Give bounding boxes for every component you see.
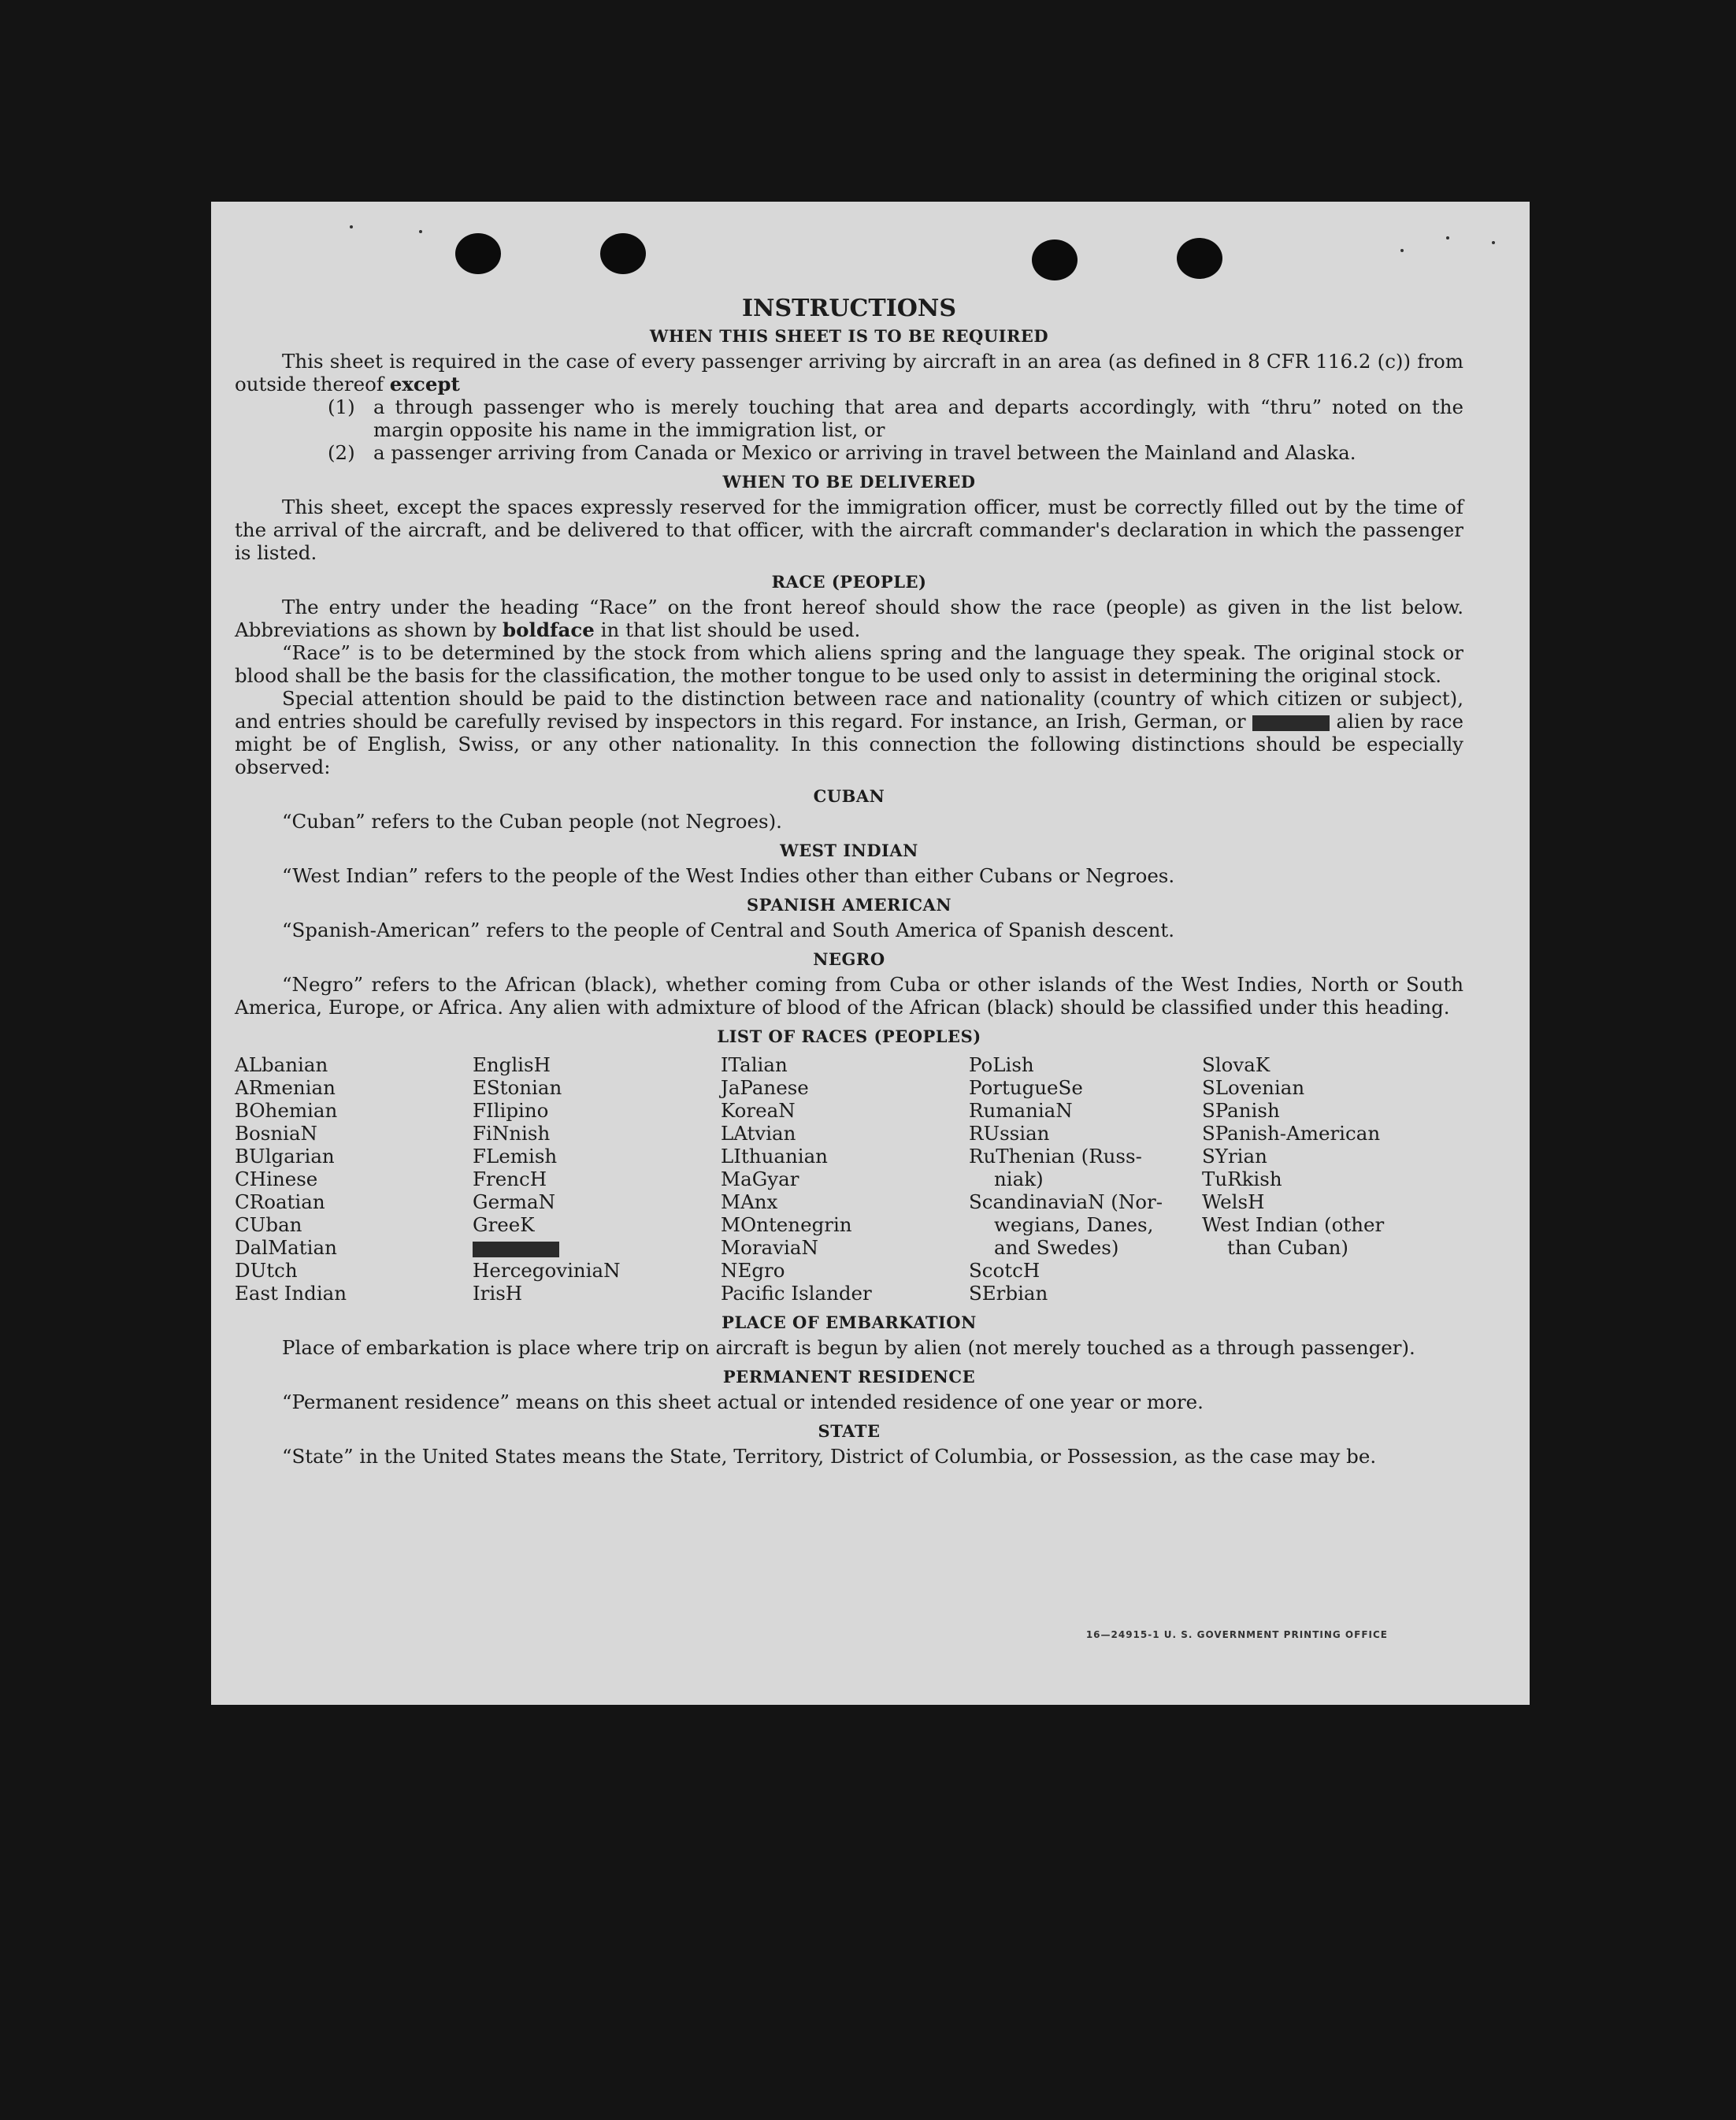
race-entry: JaPanese xyxy=(721,1076,809,1099)
heading-cuban: CUBAN xyxy=(813,786,885,806)
race-entry: SLovenian xyxy=(1202,1076,1305,1099)
race-entry: FrencH xyxy=(473,1168,547,1190)
redaction-mark xyxy=(1252,715,1330,731)
heading-delivered: WHEN TO BE DELIVERED xyxy=(722,472,976,492)
race-entry: FIlipino xyxy=(473,1099,549,1122)
punch-hole xyxy=(1177,238,1222,279)
race-entry: ITalian xyxy=(721,1053,788,1076)
race-entry: CHinese xyxy=(235,1168,318,1190)
races-list xyxy=(235,1053,1463,1305)
race-entry: SPanish xyxy=(1202,1099,1280,1122)
race-entry: niak) xyxy=(994,1168,1044,1190)
document-sheet xyxy=(211,202,1530,1705)
race-entry: WelsH xyxy=(1202,1190,1265,1213)
races-column xyxy=(473,1053,721,1305)
speck xyxy=(1446,236,1449,239)
page-title: INSTRUCTIONS xyxy=(742,295,956,322)
race-entry: IrisH xyxy=(473,1282,523,1305)
race-entry: RumaniaN xyxy=(969,1099,1073,1122)
race-paragraph-3: Special attention should be paid to the distinction between race and nationality (country of which citizen or subject), and entries should be carefully revised by inspectors in this regard. For instance, an Irish, German, or alien by race might be of English, Swiss, or any other nationality. In this connection the following distinctions should be especially observed: xyxy=(235,687,1463,778)
races-column xyxy=(1202,1053,1438,1305)
race-entry: TuRkish xyxy=(1202,1168,1282,1190)
punch-hole xyxy=(1032,239,1078,280)
speck xyxy=(350,225,353,228)
race-entry: KoreaN xyxy=(721,1099,796,1122)
residence-text: “Permanent residence” means on this sheet actual or intended residence of one year or more. xyxy=(282,1390,1204,1413)
race-entry: RuThenian (Russ- xyxy=(969,1145,1142,1168)
heading-race: RACE (PEOPLE) xyxy=(771,572,927,592)
heading-required: WHEN THIS SHEET IS TO BE REQUIRED xyxy=(649,326,1049,346)
printing-office-code: 16—24915-1 U. S. GOVERNMENT PRINTING OFFICE xyxy=(1085,1629,1388,1640)
required-intro: This sheet is required in the case of every passenger arriving by aircraft in an area (as defined in 8 CFR 116.2 (c)) from outside thereof except xyxy=(235,350,1463,395)
race-entry: EnglisH xyxy=(473,1053,551,1076)
race-entry: ARmenian xyxy=(235,1076,336,1099)
race-entry: Pacific Islander xyxy=(721,1282,872,1305)
heading-state: STATE xyxy=(818,1421,881,1441)
race-entry: CUban xyxy=(235,1213,302,1236)
race-entry-redacted xyxy=(473,1236,721,1259)
race-entry: SPanish-American xyxy=(1202,1122,1381,1145)
speck xyxy=(1492,241,1495,244)
race-entry: than Cuban) xyxy=(1227,1236,1348,1259)
race-paragraph-2: “Race” is to be determined by the stock from which aliens spring and the language they speak. The original stock or blood shall be the basis for the classification, the mother tongue to be used only to assist in determining the original stock. xyxy=(235,641,1463,687)
race-entry: West Indian (other xyxy=(1202,1213,1385,1236)
race-entry: FLemish xyxy=(473,1145,558,1168)
races-column xyxy=(969,1053,1202,1305)
punch-hole xyxy=(600,233,646,274)
race-entry: BOhemian xyxy=(235,1099,338,1122)
race-entry: SYrian xyxy=(1202,1145,1267,1168)
race-entry: PoLish xyxy=(969,1053,1034,1076)
race-entry: DalMatian xyxy=(235,1236,337,1259)
race-entry: CRoatian xyxy=(235,1190,325,1213)
race-entry: RUssian xyxy=(969,1122,1050,1145)
list-item: (2) a passenger arriving from Canada or Mexico or arriving in travel between the Mainland and Alaska. xyxy=(328,441,1356,464)
race-entry: LAtvian xyxy=(721,1122,796,1145)
race-entry: ScotcH xyxy=(969,1259,1040,1282)
race-entry: EStonian xyxy=(473,1076,562,1099)
race-entry: wegians, Danes, xyxy=(994,1213,1154,1236)
west-indian-text: “West Indian” refers to the people of the West Indies other than either Cubans or Negroes. xyxy=(282,864,1175,887)
speck xyxy=(1400,249,1404,252)
race-entry: MOntenegrin xyxy=(721,1213,852,1236)
race-entry: PortugueSe xyxy=(969,1076,1083,1099)
heading-west-indian: WEST INDIAN xyxy=(780,841,918,860)
redaction-mark xyxy=(473,1242,559,1257)
heading-residence: PERMANENT RESIDENCE xyxy=(722,1367,976,1387)
race-entry: BosniaN xyxy=(235,1122,317,1145)
race-paragraph-1: The entry under the heading “Race” on the front hereof should show the race (people) as given in the list below. Abbreviations as shown by boldface in that list should be used. xyxy=(235,596,1463,641)
race-entry: LIthuanian xyxy=(721,1145,828,1168)
heading-list-of-races: LIST OF RACES (PEOPLES) xyxy=(717,1027,981,1046)
race-entry: GreeK xyxy=(473,1213,535,1236)
races-column xyxy=(721,1053,969,1305)
race-entry: ScandinaviaN (Nor- xyxy=(969,1190,1163,1213)
negro-text: “Negro” refers to the African (black), whether coming from Cuba or other islands of the West Indies, North or South America, Europe, or Africa. Any alien with admixture of blood of the African (black) should be classified under this heading. xyxy=(235,973,1463,1019)
heading-negro: NEGRO xyxy=(813,949,885,969)
race-entry: MAnx xyxy=(721,1190,778,1213)
race-entry: HercegoviniaN xyxy=(473,1259,621,1282)
cuban-text: “Cuban” refers to the Cuban people (not Negroes). xyxy=(282,810,782,833)
race-entry: ALbanian xyxy=(235,1053,328,1076)
heading-embarkation: PLACE OF EMBARKATION xyxy=(721,1312,977,1332)
spanish-american-text: “Spanish-American” refers to the people of Central and South America of Spanish descent. xyxy=(282,919,1175,941)
race-entry: BUlgarian xyxy=(235,1145,335,1168)
embarkation-text: Place of embarkation is place where trip on aircraft is begun by alien (not merely touched as a through passenger). xyxy=(282,1336,1415,1359)
race-entry: DUtch xyxy=(235,1259,298,1282)
race-entry: SlovaK xyxy=(1202,1053,1270,1076)
race-entry: FiNnish xyxy=(473,1122,551,1145)
delivered-text: This sheet, except the spaces expressly reserved for the immigration officer, must be correctly filled out by the time of the arrival of the aircraft, and be delivered to that officer, with the aircraft commander's declaration in which the passenger is listed. xyxy=(235,496,1463,564)
race-entry: SErbian xyxy=(969,1282,1048,1305)
race-entry: GermaN xyxy=(473,1190,556,1213)
speck xyxy=(419,230,422,233)
race-entry: MoraviaN xyxy=(721,1236,818,1259)
race-entry: MaGyar xyxy=(721,1168,799,1190)
list-item: (1) a through passenger who is merely touching that area and departs accordingly, with “thru” noted on the margin opposite his name in the immigration list, or xyxy=(328,395,1463,441)
heading-spanish-american: SPANISH AMERICAN xyxy=(746,895,952,915)
races-column xyxy=(235,1053,473,1305)
state-text: “State” in the United States means the State, Territory, District of Columbia, or Possession, as the case may be. xyxy=(282,1445,1377,1468)
instructions-content xyxy=(235,295,1463,1468)
punch-hole xyxy=(455,233,501,274)
race-entry: and Swedes) xyxy=(994,1236,1119,1259)
race-entry: East Indian xyxy=(235,1282,347,1305)
race-entry: NEgro xyxy=(721,1259,785,1282)
